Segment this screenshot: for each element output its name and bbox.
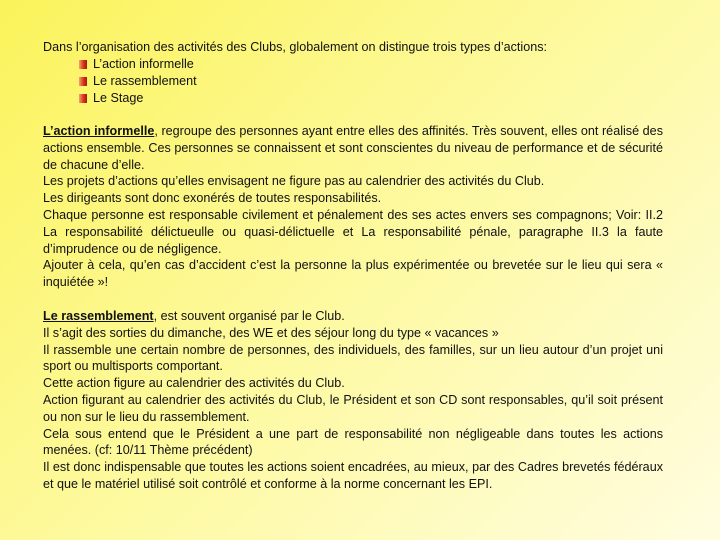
paragraph: Chaque personne est responsable civilement et pénalement des ses actes envers ses compagnons; Voir: II.2 La responsabilité délictueulle ou quasi-délictuelle et La responsabilité pénale, paragraphe II.3 la faute d’imprudence ou de négligence.	[43, 207, 663, 256]
list-item	[79, 56, 663, 73]
square-bullet-icon	[79, 77, 87, 86]
list-item	[79, 90, 663, 107]
intro-text: Dans l’organisation des activités des Clubs, globalement on distingue trois types d’actions:	[43, 40, 548, 54]
section-lead-text: , regroupe des personnes ayant entre elles des affinités. Très souvent, elles ont réalisé des actions ensemble. Ces personnes se connaissent et sont conscientes du niveau de performance et de sécurité de chacune d’elle.	[43, 124, 663, 172]
paragraph: Il s’agit des sorties du dimanche, des WE et des séjour long du type « vacances »	[43, 325, 499, 340]
paragraph: Les dirigeants sont donc exonérés de toutes responsabilités.	[43, 191, 382, 206]
paragraph: Cette action figure au calendrier des activités du Club.	[43, 376, 345, 391]
square-bullet-icon	[79, 94, 87, 103]
paragraph: Action figurant au calendrier des activités du Club, le Président et son CD sont responsables, qu’il soit présent ou non sur le lieu du rassemblement.	[43, 392, 663, 424]
document-page	[43, 39, 663, 493]
section-lead-text: , est souvent organisé par le Club.	[153, 308, 345, 323]
section-action-informelle	[43, 123, 663, 291]
list-item-label: Le rassemblement	[93, 74, 197, 88]
paragraph: Il rassemble une certain nombre de personnes, des individuels, des familles, sur un lieu autour d’un projet uni sport ou multisports comportant.	[43, 342, 663, 374]
section-title: L’action informelle	[43, 124, 155, 138]
section-lead	[43, 308, 663, 325]
paragraph: Ajouter à cela, qu’en cas d’accident c’est la personne la plus expérimentée ou brevetée sur le lieu qui sera « inquiétée »!	[43, 258, 663, 290]
list-item-label: L’action informelle	[93, 57, 194, 71]
paragraph: Les projets d’actions qu’elles envisagent ne figure pas au calendrier des activités du Club.	[43, 174, 545, 189]
list-item	[79, 73, 663, 90]
list-item-label: Le Stage	[93, 91, 144, 105]
paragraph: Il est donc indispensable que toutes les actions soient encadrées, au mieux, par des Cadres brevetés fédéraux et que le matériel utilisé soit contrôlé et conforme à la norme concernant les EPI.	[43, 460, 663, 491]
section-rassemblement	[43, 308, 663, 493]
section-lead	[43, 123, 663, 173]
section-title: Le rassemblement	[43, 308, 154, 323]
square-bullet-icon	[79, 60, 87, 69]
action-types-list	[43, 56, 663, 107]
paragraph: Cela sous entend que le Président a une part de responsabilité non négligeable dans toutes les actions menées. (cf: 10/11 Thème précédent)	[43, 426, 663, 458]
